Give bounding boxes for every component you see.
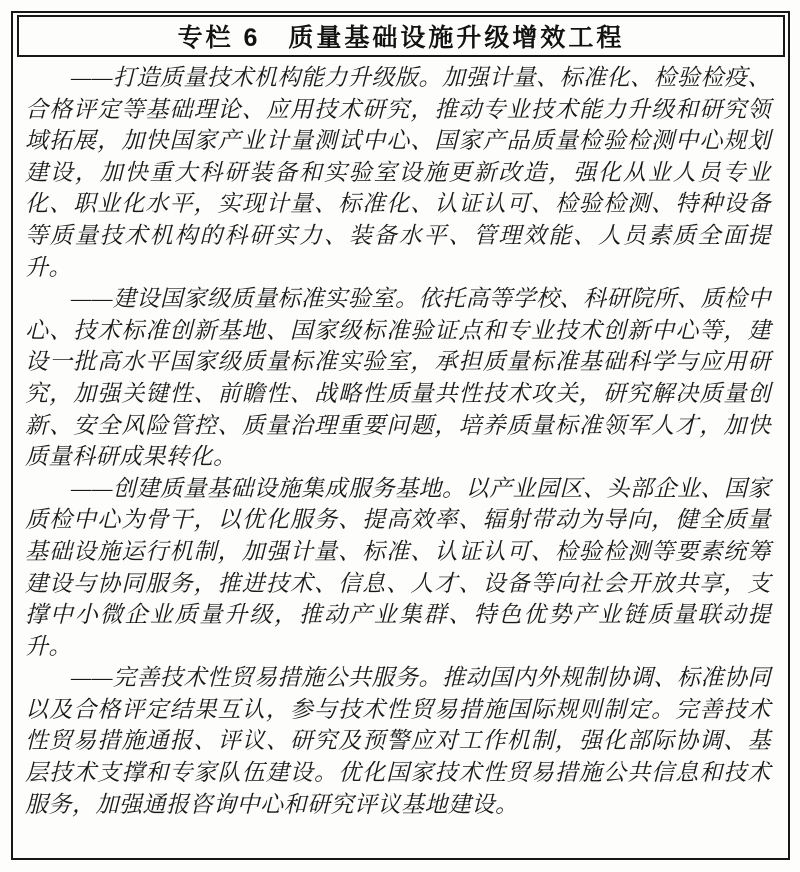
paragraph-technical-trade-measures: ——完善技术性贸易措施公共服务。推动国内外规制协调、标准协同以及合格评定结果互认，参与技术性贸易措施国际规则制定。完善技术性贸易措施通报、评议、研究及预警应对工作机制，强化部际协调、基层技术支撑和专家队伍建设。优化国家技术性贸易措施公共信息和技术服务，加强通报咨询中心和研究评议基地建设。 bbox=[25, 665, 771, 817]
panel-title: 专栏 6 质量基础设施升级增效工程 bbox=[177, 24, 625, 52]
paragraph-integrated-service-bases: ——创建质量基础设施集成服务基地。以产业园区、头部企业、国家质检中心为骨干，以优化服务、提高效率、辐射带动为导向，健全质量基础设施运行机制，加强计量、标准、认证认可、检验检测等要素统筹建设与协同服务，推进技术、信息、人才、设备等向社会开放共享，支撑中小微企业质量升级，推动产业集群、特色优势产业链质量联动提升。 bbox=[25, 475, 771, 659]
paragraph-quality-tech-institutions: ——打造质量技术机构能力升级版。加强计量、标准化、检验检疫、合格评定等基础理论、应用技术研究，推动专业技术能力升级和研究领域拓展，加快国家产业计量测试中心、国家产品质量检验检测中心规划建设，加快重大科研装备和实验室设施更新改造，强化从业人员专业化、职业化水平，实现计量、标准化、认证认可、检验检测、特种设备等质量技术机构的科研实力、装备水平、管理效能、人员素质全面提升。 bbox=[25, 65, 771, 280]
panel-body bbox=[13, 57, 788, 820]
paragraph-national-quality-standard-labs: ——建设国家级质量标准实验室。依托高等学校、科研院所、质检中心、技术标准创新基地、国家级标准验证点和专业技术创新中心等，建设一批高水平国家级质量标准实验室，承担质量标准基础科学与应用研究，加强关键性、前瞻性、战略性质量共性技术攻关，研究解决质量创新、安全风险管控、质量治理重要问题，培养质量标准领军人才，加快质量科研成果转化。 bbox=[25, 286, 771, 470]
column-box-panel bbox=[11, 11, 790, 860]
panel-title-bar bbox=[17, 15, 785, 57]
